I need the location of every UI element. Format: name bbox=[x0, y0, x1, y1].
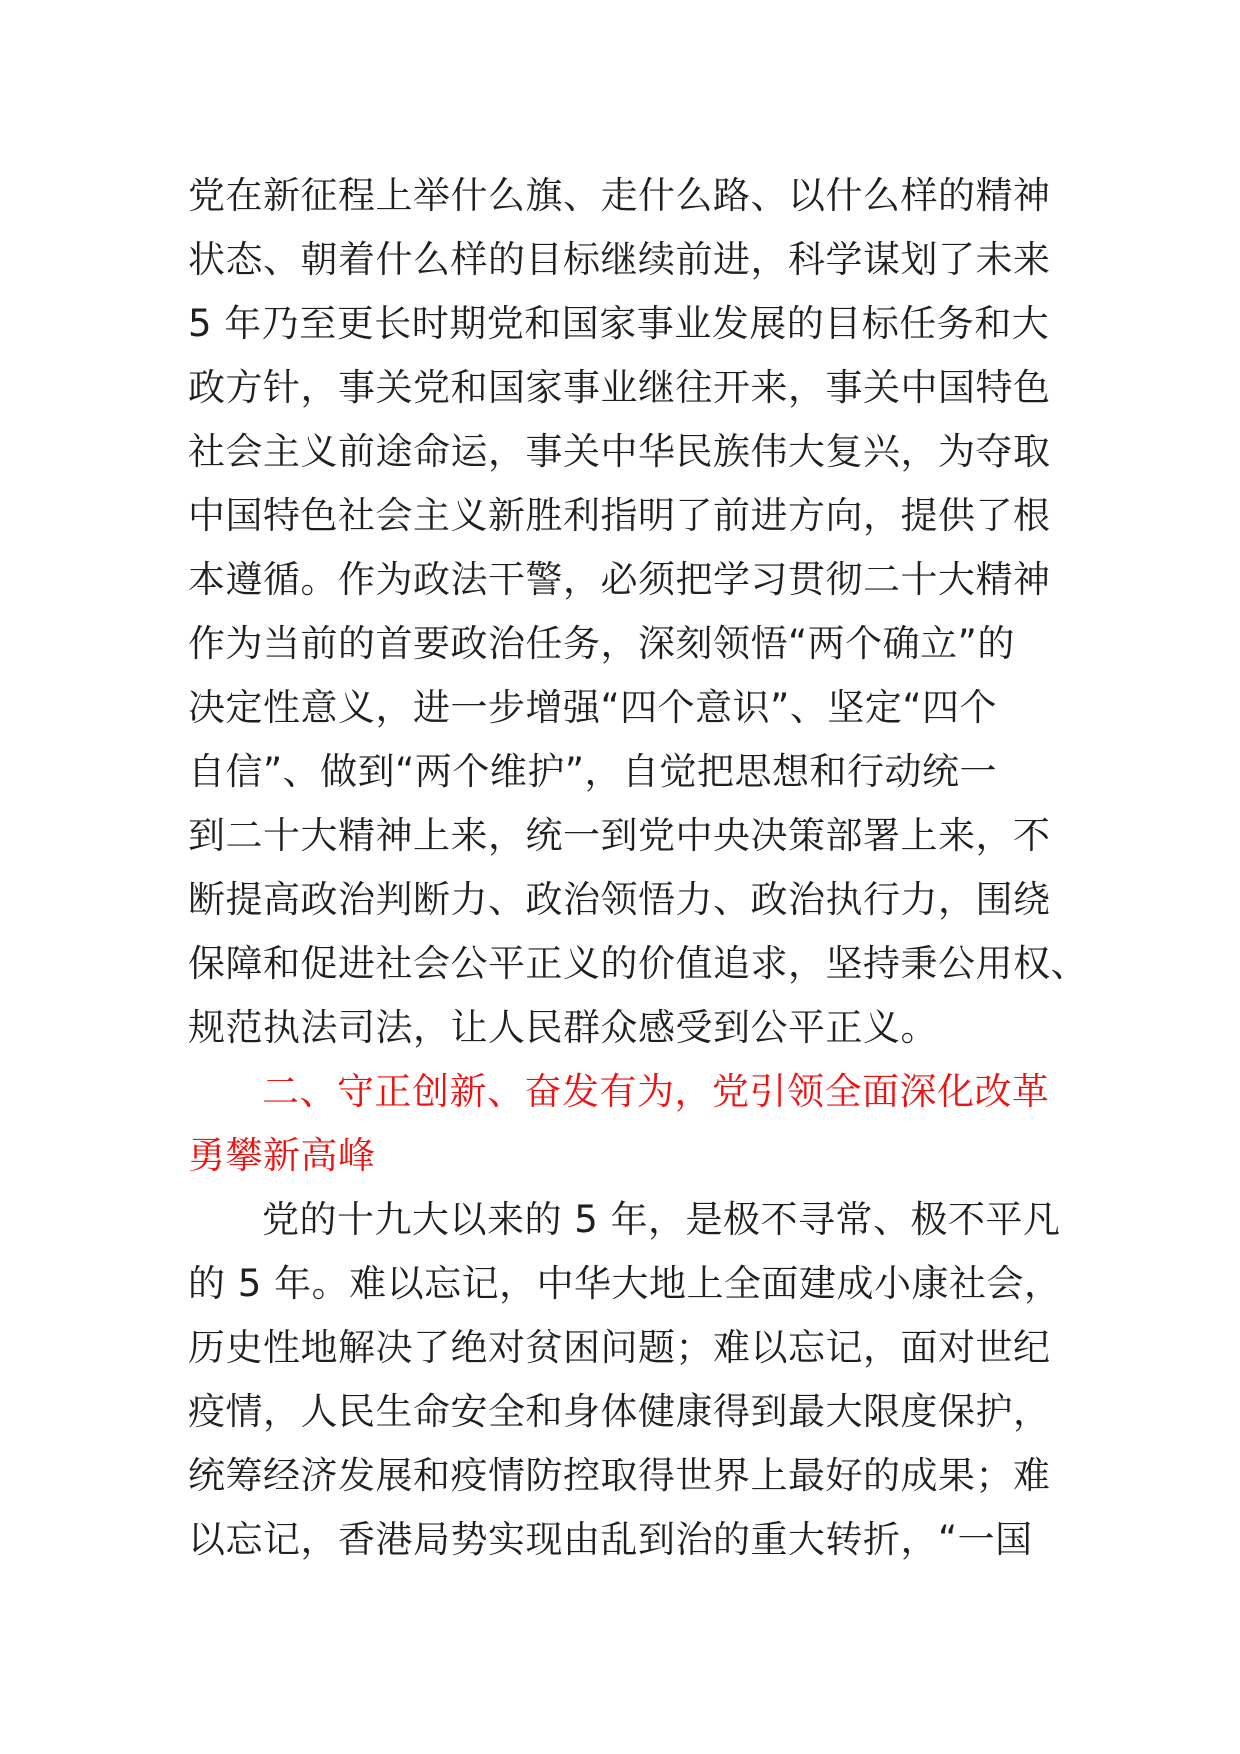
text-line: 疫情，人民生命安全和身体健康得到最大限度保护， bbox=[188, 1390, 1051, 1433]
text-line: 统筹经济发展和疫情防控取得世界上最好的成果；难 bbox=[188, 1454, 1051, 1497]
text-line: 历史性地解决了绝对贫困问题；难以忘记，面对世纪 bbox=[188, 1326, 1051, 1369]
text-line: 自信”、做到“两个维护”，自觉把思想和行动统一 bbox=[188, 750, 998, 793]
text-line: 状态、朝着什么样的目标继续前进，科学谋划了未来 bbox=[188, 238, 1051, 281]
text-line: 党在新征程上举什么旗、走什么路、以什么样的精神 bbox=[188, 174, 1051, 217]
text-line: 本遵循。作为政法干警，必须把学习贯彻二十大精神 bbox=[188, 558, 1051, 601]
heading-line: 勇攀新高峰 bbox=[188, 1134, 376, 1177]
text-line: 党的十九大以来的 5 年，是极不寻常、极不平凡 bbox=[262, 1198, 1061, 1241]
text-line: 断提高政治判断力、政治领悟力、政治执行力，围绕 bbox=[188, 878, 1051, 921]
text-line: 保障和促进社会公平正义的价值追求，坚持秉公用权、 bbox=[188, 942, 1088, 985]
text-line: 决定性意义，进一步增强“四个意识”、坚定“四个 bbox=[188, 686, 998, 729]
text-line: 5 年乃至更长时期党和国家事业发展的目标任务和大 bbox=[188, 302, 1050, 345]
document-body bbox=[188, 164, 1088, 1572]
paragraph-2 bbox=[188, 1188, 1062, 1572]
text-line: 作为当前的首要政治任务，深刻领悟“两个确立”的 bbox=[188, 622, 1015, 665]
text-line: 的 5 年。难以忘记，中华大地上全面建成小康社会， bbox=[188, 1262, 1062, 1305]
text-line: 社会主义前途命运，事关中华民族伟大复兴，为夺取 bbox=[188, 430, 1051, 473]
section-heading bbox=[188, 1060, 1058, 1188]
text-line: 以忘记，香港局势实现由乱到治的重大转折，“一国 bbox=[188, 1518, 1033, 1561]
text-line: 到二十大精神上来，统一到党中央决策部署上来，不 bbox=[188, 814, 1051, 857]
text-line: 中国特色社会主义新胜利指明了前进方向，提供了根 bbox=[188, 494, 1051, 537]
text-line: 政方针，事关党和国家事业继往开来，事关中国特色 bbox=[188, 366, 1051, 409]
heading-line: 二、守正创新、奋发有为，党引领全面深化改革 bbox=[262, 1070, 1050, 1113]
text-line: 规范执法司法，让人民群众感受到公平正义。 bbox=[188, 1006, 938, 1049]
paragraph-1 bbox=[188, 164, 1088, 1060]
